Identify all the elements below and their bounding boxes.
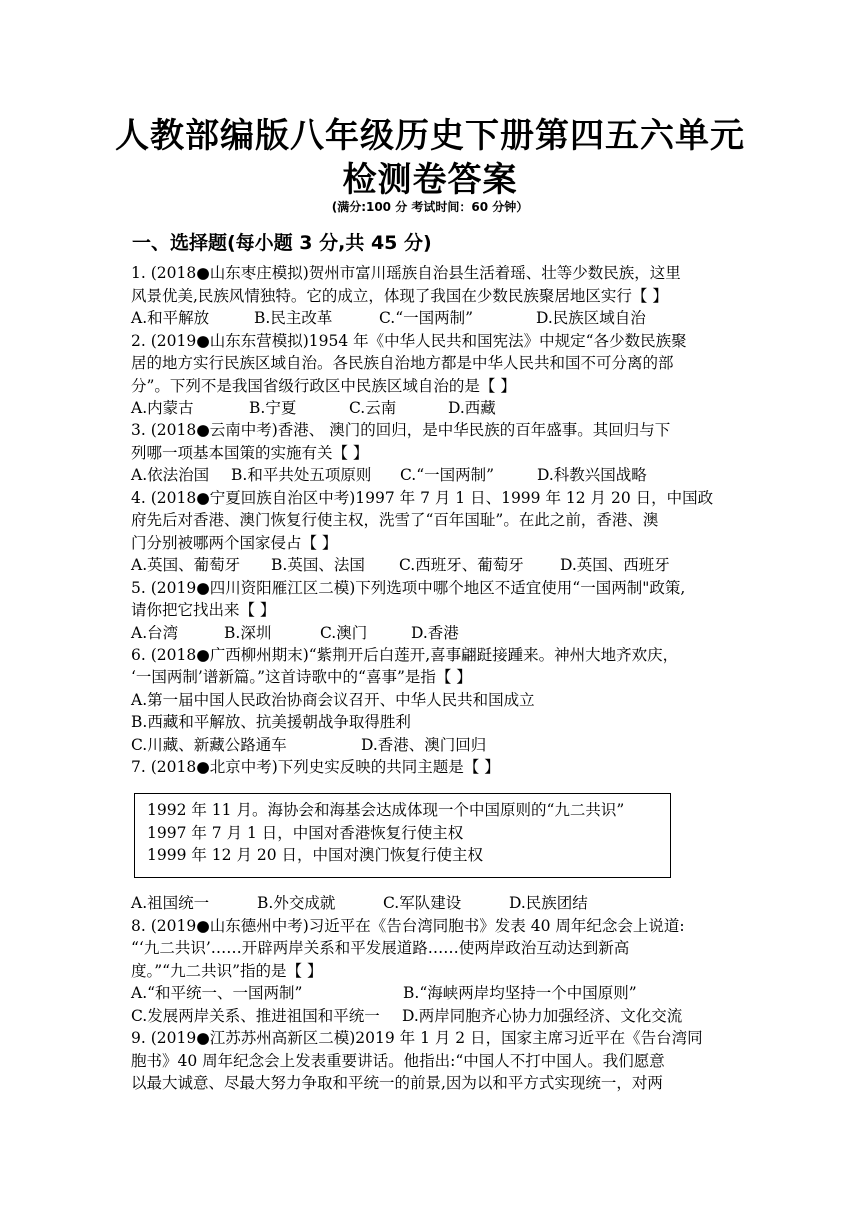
q1-option-b: B.民主改革 [254,309,333,327]
q7-material-box [134,793,671,878]
q2-option-b: B.宁夏 [249,399,297,417]
q4-line1: 4. (2018●宁夏回族自治区中考)1997 年 7 月 1 日、1999 年 12 月 20 日，中国政 [131,489,714,507]
q1-option-d: D.民族区域自治 [536,309,646,327]
q8-option-c: C.发展两岸关系、推进祖国和平统一 [131,1007,380,1025]
q4-line2: 府先后对香港、澳门恢复行使主权，洗雪了“百年国耻”。在此之前，香港、澳 [131,511,659,529]
q5-options [131,622,459,644]
q2-option-c: C.云南 [349,399,397,417]
q2-option-d: D.西藏 [448,399,496,417]
q8-option-d: D.两岸同胞齐心协力加强经济、文化交流 [402,1007,683,1025]
q1-options [131,307,646,329]
q6-option-d: D.香港、澳门回归 [361,736,487,754]
q6-option-b: B.西藏和平解放、抗美援朝战争取得胜利 [131,713,411,731]
doc-subtitle: (满分:100 分 考试时间：60 分钟） [331,200,529,214]
q7-option-c: C.军队建设 [383,894,462,912]
q5-option-a: A.台湾 [131,624,179,642]
q2-line3: 分”。下列不是我国省级行政区中民族区域自治的是【 】 [131,377,516,395]
q3-line2: 列哪一项基本国策的实施有关【 】 [131,444,369,462]
q9-line1: 9. (2019●江苏苏州高新区二模)2019 年 1 月 2 日，国家主席习近平在《告台湾同 [131,1029,703,1047]
q7-box-line1: 1992 年 11 月。海协会和海基会达成体现一个中国原则的“九二共识” [147,801,625,819]
q4-line3: 门分别被哪两个国家侵占【 】 [131,534,338,552]
q8-line3: 度。”“九二共识”指的是【 】 [131,962,323,980]
q1-line2: 风景优美,民族风情独特。它的成立，体现了我国在少数民族聚居地区实行【 】 [131,287,668,305]
q2-option-a: A.内蒙古 [131,399,194,417]
q3-option-c: C.“一国两制” [400,466,495,484]
q6-line2: ‘一国两制’谱新篇。”这首诗歌中的“喜事”是指【 】 [131,668,472,686]
q2-line1: 2. (2019●山东东营模拟)1954 年《中华人民共和国宪法》中规定“各少数民族聚 [131,332,687,350]
q3-option-b: B.和平共处五项原则 [231,466,372,484]
q8-options-ab [131,982,637,1004]
q6-line1: 6. (2018●广西柳州期末)“紫荆开后白莲开,喜事翩跹接踵来。神州大地齐欢庆， [131,646,679,664]
section-heading: 一、选择题(每小题 3 分,共 45 分) [132,232,432,254]
q4-option-c: C.西班牙、葡萄牙 [399,556,524,574]
q8-line1: 8. (2019●山东德州中考)习近平在《告台湾同胞书》发表 40 周年纪念会上说道: [131,917,685,935]
q3-option-d: D.科教兴国战略 [537,466,647,484]
doc-title-line2: 检测卷答案 [342,160,518,200]
q7-box-line2: 1997 年 7 月 1 日，中国对香港恢复行使主权 [147,824,464,842]
q7-option-a: A.祖国统一 [131,894,210,912]
q8-option-a: A.“和平统一、一国两制” [131,984,303,1002]
q6-option-c: C.川藏、新藏公路通车 [131,736,287,754]
q4-option-d: D.英国、西班牙 [560,556,670,574]
q1-option-c: C.“一国两制” [379,309,474,327]
q3-options [131,464,647,486]
q5-line2: 请你把它找出来【 】 [131,601,276,619]
q9-line3: 以最大诚意、尽最大努力争取和平统一的前景,因为以和平方式实现统一，对两 [131,1074,663,1092]
q3-line1: 3. (2018●云南中考)香港、 澳门的回归，是中华民族的百年盛事。其回归与下 [131,421,671,439]
q3-option-a: A.依法治国 [131,466,210,484]
q7-line1: 7. (2018●北京中考)下列史实反映的共同主题是【 】 [131,758,500,776]
q2-options [131,397,496,419]
q6-options-cd [131,734,486,756]
q8-options-cd [131,1005,682,1027]
q5-option-c: C.澳门 [320,624,368,642]
q9-line2: 胞书》40 周年纪念会上发表重要讲话。他指出:“中国人不打中国人。我们愿意 [131,1052,665,1070]
q1-option-a: A.和平解放 [131,309,210,327]
q5-option-d: D.香港 [411,624,459,642]
q4-options [131,554,670,576]
q7-box-line3: 1999 年 12 月 20 日，中国对澳门恢复行使主权 [147,846,484,864]
doc-title-line1: 人教部编版八年级历史下册第四五六单元 [115,116,745,156]
q2-line2: 居的地方实行民族区域自治。各民族自治地方都是中华人民共和国不可分离的部 [131,354,674,372]
q4-option-b: B.英国、法国 [271,556,365,574]
q7-option-b: B.外交成就 [257,894,336,912]
q4-option-a: A.英国、葡萄牙 [131,556,241,574]
q5-line1: 5. (2019●四川资阳雁江区二模)下列选项中哪个地区不适宜使用“一国两制"政策, [131,579,686,597]
q5-option-b: B.深圳 [224,624,272,642]
q7-options [131,892,588,914]
q8-line2: “‘九二共识’……开辟两岸关系和平发展道路……使两岸政治互动达到新高 [131,939,630,957]
q7-option-d: D.民族团结 [509,894,588,912]
q6-option-a: A.第一届中国人民政治协商会议召开、中华人民共和国成立 [131,691,535,709]
q1-line1: 1. (2018●山东枣庄模拟)贺州市富川瑶族自治县生活着瑶、壮等少数民族，这里 [131,264,681,282]
q8-option-b: B.“海峡两岸均坚持一个中国原则” [403,984,637,1002]
